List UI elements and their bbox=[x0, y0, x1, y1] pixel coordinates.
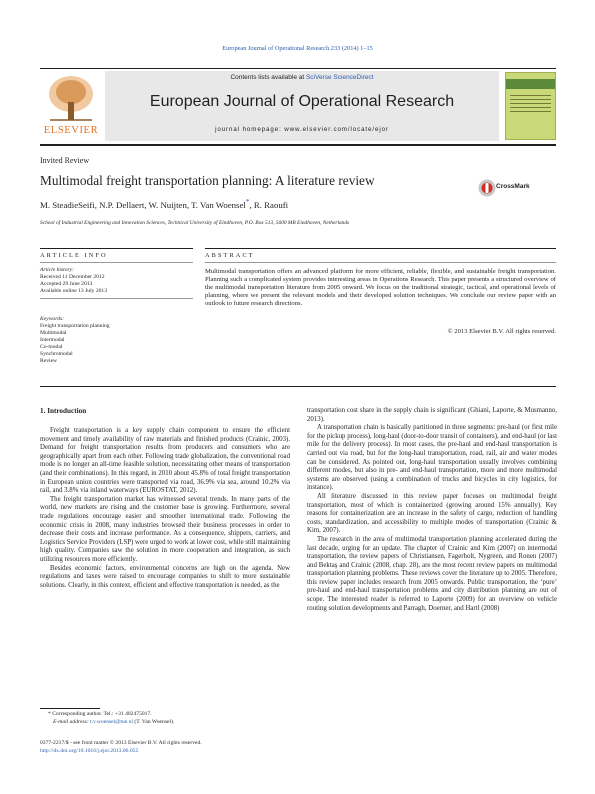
keyword: Multimodal bbox=[40, 330, 67, 336]
abstract-copyright: © 2013 Elsevier B.V. All rights reserved. bbox=[447, 328, 556, 335]
authors: M. SteadieSeifi, N.P. Dellaert, W. Nuijten, T. Van Woensel bbox=[40, 199, 246, 210]
body-column-right bbox=[307, 407, 557, 613]
paragraph: The freight transportation market has witnessed several trends. In many parts of the world, new markets are rising and the customer base is growing. Furthermore, several trade regulations encourage easier and smoother international trade. Following the economic crisis in 2008, many industries browsed their business processes in order to decrease their costs and increase performance. As a consequence, shippers, carriers, and Logistics Service Providers (LSP) were urged to work at lower cost, while still maintaining high quality. Companies saw the solution in more cooperation and integration, as such utilizing resources more efficiently. bbox=[40, 495, 291, 563]
email-label: E-mail address: bbox=[53, 719, 91, 725]
paragraph: transportation cost share in the supply chain is significant (Ghiani, Laporte, & Musmanno, 2013). bbox=[307, 407, 557, 423]
affiliation: School of Industrial Engineering and Innovation Sciences, Technical University of Eindhoven, P.O. Box 513, 5600 MB Eindhoven, Netherlands bbox=[40, 220, 350, 226]
body-column-left bbox=[40, 427, 290, 590]
abstract-heading: ABSTRACT bbox=[205, 252, 255, 259]
article-title: Multimodal freight transportation planning: A literature review bbox=[40, 173, 375, 188]
header-bottom-rule bbox=[40, 144, 556, 146]
section-heading-introduction: 1. Introduction bbox=[40, 407, 87, 415]
contents-prefix: Contents lists available at bbox=[230, 74, 306, 81]
abstract-top-rule bbox=[205, 248, 556, 249]
history-received: Received 11 December 2012 bbox=[40, 274, 105, 280]
keyword: Co-modal bbox=[40, 344, 63, 350]
contents-line bbox=[105, 74, 499, 81]
front-matter-bottom-rule bbox=[40, 386, 556, 387]
paragraph: All literature discussed in this review paper focuses on multimodal freight transportation, most of which is containerized (growing around 15% annually). Key reasons for containerization are an increase in the safety of cargo, reduction of handling costs, standardization, and accessibility to multiple modes of transportation (Crainic & Kim, 2007). bbox=[307, 492, 557, 535]
keywords bbox=[40, 316, 190, 365]
abstract-text: Multimodal transportation offers an advanced platform for more efficient, reliable, flexible, and sustainable freight transportation. Planning such a complicated system provides interesting areas in Operations Research. This paper presents a structured overview of the multimodal transportation literature from 2005 onward. We focus on the traditional strategic, tactical, and operational levels of planning, where we present the relevant models and their developed solution techniques. We conclude our review paper with an outlook to future research directions. bbox=[205, 268, 556, 307]
last-author: , R. Raoufi bbox=[249, 199, 289, 210]
keyword: Synchromodal bbox=[40, 351, 73, 357]
info-mid-rule bbox=[40, 298, 193, 299]
footnote-rule bbox=[40, 708, 100, 709]
email-link[interactable]: t.v.woensel@tue.nl bbox=[90, 719, 133, 725]
paragraph: Freight transportation is a key supply chain component to ensure the efficient movement and timely availability of raw materials and finished products (Crainic, 2003). Demand for freight transportation results from producers and consumers who are geographically apart from each other. Following trade globalization, the conventional road mode is no longer an all-time feasible solution, necessitating other means of transportation (and their combinations). In this regard, in 2010 about 45.8% of total freight transportation in European union countries were transported via road, 36.9% via sea, around 10.2% via rail, and 3.8% via inland waterways (EUROSTAT, 2012). bbox=[40, 427, 290, 495]
footnote-email bbox=[53, 719, 293, 726]
corresponding-author-mark[interactable]: * bbox=[245, 197, 250, 206]
article-history bbox=[40, 267, 190, 295]
info-sub-rule bbox=[40, 262, 193, 263]
article-info-heading: ARTICLE INFO bbox=[40, 252, 108, 259]
paragraph: Besides economic factors, environmental concerns are high on the agenda. New regulations and taxes were raised to encourage companies to shift to more sustainable solutions. Clearly, in this context, efficient and effective transportation is needed, as the bbox=[40, 564, 290, 589]
doi-link[interactable]: http://dx.doi.org/10.1016/j.ejor.2013.06.055 bbox=[40, 748, 139, 754]
publisher-name: ELSEVIER bbox=[43, 125, 99, 136]
issn-line: 0377-2217/$ - see front matter © 2013 Elsevier B.V. All rights reserved. bbox=[40, 740, 202, 746]
history-online: Available online 13 July 2013 bbox=[40, 288, 108, 294]
history-label: Article history: bbox=[40, 267, 75, 273]
keyword: Review bbox=[40, 358, 58, 364]
history-accepted: Accepted 29 June 2013 bbox=[40, 281, 93, 287]
crossmark-label[interactable]: CrossMark bbox=[496, 183, 530, 190]
keywords-label: Keywords: bbox=[40, 316, 65, 322]
footnote-corresponding: * Corresponding author. Tel.: +31 402475017. bbox=[48, 711, 152, 717]
keyword: Intermodal bbox=[40, 337, 65, 343]
keyword: Freight transportation planning bbox=[40, 323, 110, 329]
paragraph: A transportation chain is basically partitioned in three segments: pre-haul (or first mile for the pickup process), long-haul (door-to-door transit of containers), and end-haul (or last mile for the delivery process). In most cases, the pre-haul and end-haul transportation is carried out via road, but for the long-haul transportation, road, rail, air and water modes can be considered. As pointed out, long-haul transportation usually involves combining different modes, but also in pre- and end-haul transportation, more and more multimodal systems are observed (using a combination of trucks and bicycles in city logistics, for instance). bbox=[307, 424, 557, 492]
email-owner: (T. Van Woensel). bbox=[132, 719, 175, 725]
paragraph: The research in the area of multimodal transportation planning accelerated during the last decade, urging for an update. The chapter of Crainic and Kim (2007) on intermodal transportation, the review papers of Christiansen, Fagerholt, Nygreen, and Ronen (2007) and Bektaş and Crainic (2008, chap. 28), are the most recent review papers on multimodal transportation planning problems. These reviews cover the literature up to 2005. Therefore, this review paper includes research from 2005 onwards. Public transportation, the ‘pure’ pre-haul and end-haul transportation problems and city distribution planning are out of scope. The interested reader is referred to Laporte (2009) for an overview on vehicle routing solution developments and Parragh, Doerner, and Hartl (2008) bbox=[307, 535, 557, 612]
abstract-sub-rule bbox=[205, 262, 556, 263]
journal-homepage[interactable]: journal homepage: www.elsevier.com/locate/ejor bbox=[215, 126, 389, 133]
article-type: Invited Review bbox=[40, 156, 90, 165]
author-list bbox=[40, 197, 288, 210]
info-top-rule bbox=[40, 248, 193, 249]
journal-cover-thumbnail bbox=[505, 72, 556, 140]
header-top-rule bbox=[40, 68, 556, 69]
sciencedirect-link[interactable]: SciVerse ScienceDirect bbox=[305, 74, 374, 81]
journal-citation[interactable]: European Journal of Operational Research 233 (2014) 1–15 bbox=[222, 45, 373, 52]
journal-title: European Journal of Operational Research bbox=[149, 93, 455, 110]
